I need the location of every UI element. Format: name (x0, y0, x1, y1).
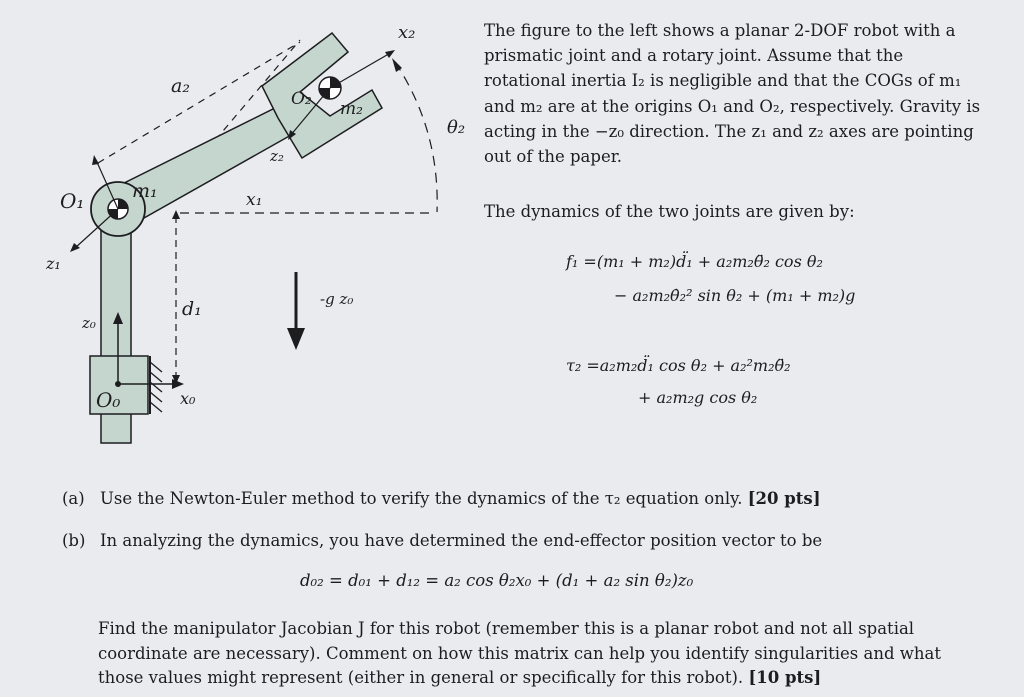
label-x1: x₁ (246, 190, 263, 210)
label-gravity: -g z₀ (320, 290, 354, 308)
label-O2: O₂ (291, 89, 312, 109)
label-theta2: θ₂ (447, 117, 466, 138)
robot-figure (0, 0, 470, 470)
problem-description (484, 18, 984, 169)
dynamics-intro: The dynamics of the two joints are given by: (484, 202, 855, 221)
label-x2: x₂ (398, 22, 416, 43)
equation-tau2-line1: τ₂ =a₂m₂d̈₁ cos θ₂ + a₂²m₂θ̈₂ (566, 356, 791, 375)
question-a-points: [20 pts] (747, 489, 821, 508)
label-a2: a₂ (171, 75, 190, 97)
question-b-followup (98, 617, 968, 691)
equation-tau2-line2: + a₂m₂g cos θ₂ (638, 388, 758, 407)
label-O1: O₁ (60, 189, 85, 213)
question-b-points: [10 pts] (748, 668, 822, 687)
question-b-label: (b) (62, 531, 86, 550)
label-z1: z₁ (46, 254, 61, 273)
question-b-followup-text: Find the manipulator Jacobian J for this robot (remember this is a planar robot and not all spatial coordinate are necessary). Comment on how this matrix can help you identify singularities and what those values might represent (either in general or specifically for this robot). (98, 619, 941, 687)
question-b (62, 528, 822, 553)
question-a-label: (a) (62, 489, 85, 508)
label-z2: z₂ (270, 147, 284, 165)
equation-f1-line2: − a₂m₂θ̇₂² sin θ₂ + (m₁ + m₂)g (614, 286, 856, 305)
question-a (62, 486, 821, 511)
label-O0: O₀ (96, 388, 121, 412)
question-b-text: In analyzing the dynamics, you have determined the end-effector position vector to be (100, 531, 823, 550)
label-m1: m₁ (132, 180, 158, 202)
ground-hatch (150, 362, 162, 412)
equation-f1-line1: f₁ =(m₁ + m₂)d̈₁ + a₂m₂θ̈₂ cos θ₂ (566, 252, 823, 271)
description-text: The figure to the left shows a planar 2-DOF robot with a prismatic joint and a rotary joint. Assume that the rotational inertia I₂ is negligible and that the COGs of m₁ and m₂ are at the origins O₁ and O₂, respectively. Gravity is acting in the −z₀ direction. The z₁ and z₂ axes are pointing out of the paper. (484, 21, 981, 167)
theta2-arc (395, 62, 437, 212)
label-m2: m₂ (340, 99, 363, 119)
label-z0: z₀ (82, 314, 96, 332)
label-d1: d₁ (182, 298, 202, 320)
label-x0: x₀ (180, 389, 196, 408)
question-a-text: Use the Newton-Euler method to verify the dynamics of the τ₂ equation only. (100, 489, 743, 508)
position-vector-equation: d₀₂ = d₀₁ + d₁₂ = a₂ cos θ₂x₀ + (d₁ + a₂ sin θ₂)z₀ (300, 571, 694, 590)
